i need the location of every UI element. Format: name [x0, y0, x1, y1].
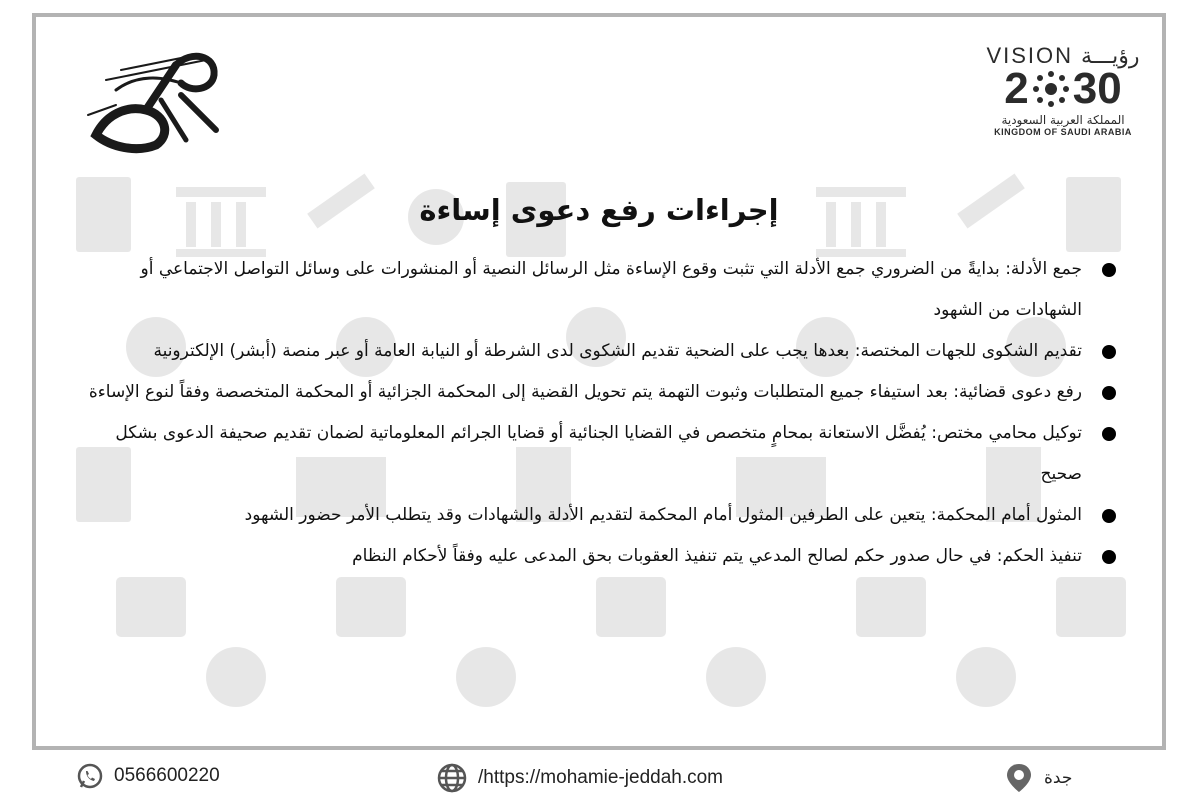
vision-word: VISION: [986, 43, 1074, 68]
list-item: [74, 249, 1134, 331]
whatsapp-icon: [76, 762, 104, 790]
list-item-text: توكيل محامي مختص: يُفضَّل الاستعانة بمحامٍ متخصص في القضايا الجنائية أو قضايا الجرائم المعلوماتية لضمان تقديم صحيفة الدعوى بشكل صحيح: [115, 423, 1082, 484]
vision-year-right: 30: [1072, 64, 1122, 113]
vision-2030-logo: [978, 43, 1148, 153]
footer: [0, 758, 1200, 798]
calligraphy-logo: [76, 35, 226, 155]
bullet-icon: [1102, 550, 1116, 564]
page-title: إجراءات رفع دعوى إساءة: [419, 193, 779, 227]
footer-website[interactable]: [436, 762, 723, 794]
city-name: جدة: [1044, 768, 1073, 788]
footer-location: [1004, 762, 1072, 794]
list-item: [74, 536, 1134, 577]
list-item-text: جمع الأدلة: بدايةً من الضروري جمع الأدلة التي تثبت وقوع الإساءة مثل الرسائل النصية أو المنشورات على وسائل التواصل الاجتماعي أو الشهادات من الشهود: [140, 259, 1082, 320]
bullet-icon: [1102, 263, 1116, 277]
list-item: [74, 331, 1134, 372]
list-item-text: رفع دعوى قضائية: بعد استيفاء جميع المتطلبات وثبوت التهمة يتم تحويل القضية إلى المحكمة الجزائية أو المحكمة المتخصصة وفقاً لنوع الإساءة: [88, 382, 1082, 402]
bullet-icon: [1102, 509, 1116, 523]
steps-list: [74, 249, 1134, 577]
list-item-text: تقديم الشكوى للجهات المختصة: بعدها يجب على الضحية تقديم الشكوى لدى الشرطة أو النيابة العامة أو عبر منصة (أبشر) الإلكترونية: [153, 341, 1082, 361]
bullet-icon: [1102, 386, 1116, 400]
emblem-icon: [1031, 69, 1071, 109]
vision-year-left: 2: [1004, 64, 1029, 113]
list-item-text: تنفيذ الحكم: في حال صدور حكم لصالح المدعي يتم تنفيذ العقوبات بحق المدعى عليه وفقاً لأحكام النظام: [352, 546, 1082, 566]
kingdom-name-english: KINGDOM OF SAUDI ARABIA: [994, 127, 1132, 137]
list-item: [74, 413, 1134, 495]
bullet-icon: [1102, 427, 1116, 441]
content-frame: [32, 13, 1166, 750]
vision-word-arabic: رؤيـــة: [1081, 44, 1140, 69]
footer-phone[interactable]: [76, 762, 220, 790]
vision-year: [978, 64, 1148, 113]
globe-icon: [436, 762, 468, 794]
website-url: /https://mohamie-jeddah.com: [478, 767, 724, 788]
location-pin-icon: [1004, 762, 1034, 794]
phone-number: 0566600220: [114, 765, 220, 786]
bullet-icon: [1102, 345, 1116, 359]
kingdom-name-arabic: المملكة العربية السعودية: [1001, 113, 1125, 127]
list-item: [74, 495, 1134, 536]
list-item-text: المثول أمام المحكمة: يتعين على الطرفين المثول أمام المحكمة لتقديم الأدلة والشهادات وقد يتطلب الأمر حضور الشهود: [244, 505, 1082, 525]
list-item: [74, 372, 1134, 413]
